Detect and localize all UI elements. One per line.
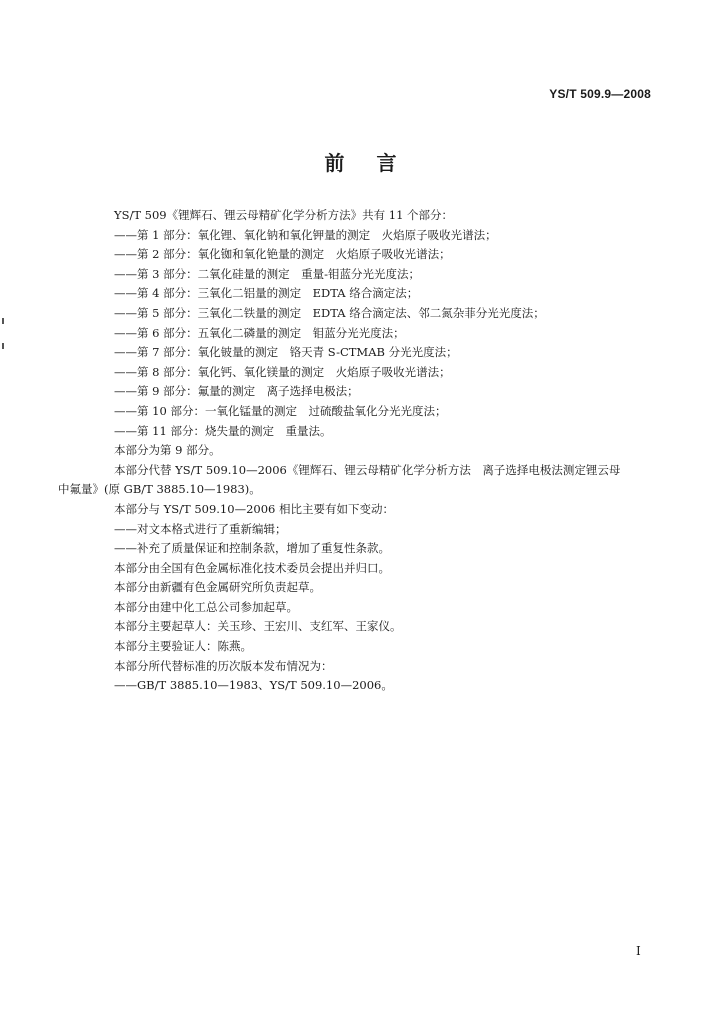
paragraph: 本部分主要起草人：关玉珍、王宏川、支红军、王家仪。 [114, 619, 402, 634]
paragraph: YS/T 509《锂辉石、锂云母精矿化学分析方法》共有 11 个部分： [114, 208, 454, 222]
paragraph: ——第 2 部分：氧化铷和氧化铯量的测定 火焰原子吸收光谱法； [114, 247, 451, 262]
paragraph: 本部分所代替标准的历次版本发布情况为： [114, 658, 333, 673]
paragraph: ——GB/T 3885.10—1983、YS/T 509.10—2006。 [114, 678, 393, 693]
margin-mark [2, 318, 4, 324]
paragraph: ——第 3 部分：二氧化硅量的测定 重量-钼蓝分光光度法； [114, 266, 421, 281]
paragraph: 本部分与 YS/T 509.10—2006 相比主要有如下变动： [114, 501, 394, 516]
paragraph: ——补充了质量保证和控制条款，增加了重复性条款。 [114, 541, 390, 556]
paragraph: 本部分由全国有色金属标准化技术委员会提出并归口。 [114, 560, 390, 575]
paragraph: 本部分为第 9 部分。 [114, 443, 221, 458]
replace-statement-line-2: 中氟量》(原 GB/T 3885.10—1983)。 [58, 482, 261, 497]
page-title [0, 147, 721, 176]
paragraph: 本部分由建中化工总公司参加起草。 [114, 599, 298, 614]
paragraph: ——第 8 部分：氧化钙、氧化镁量的测定 火焰原子吸收光谱法； [114, 364, 451, 379]
paragraph: ——第 1 部分：氧化锂、氧化钠和氧化钾量的测定 火焰原子吸收光谱法； [114, 227, 497, 242]
paragraph: ——第 9 部分：氟量的测定 离子选择电极法； [114, 384, 359, 399]
paragraph: ——第 5 部分：三氧化二铁量的测定 EDTA 络合滴定法、邻二氮杂菲分光光度法； [114, 305, 545, 320]
replace-statement-line-1: 本部分代替 YS/T 509.10—2006《锂辉石、锂云母精矿化学分析方法 离子选择电极法测定锂云母 [114, 462, 621, 477]
foreword-body [58, 206, 656, 696]
paragraph: ——第 7 部分：氧化铍量的测定 铬天青 S-CTMAB 分光光度法； [114, 345, 458, 360]
page-number: I [636, 944, 641, 958]
paragraph: ——第 11 部分：烧失量的测定 重量法。 [114, 423, 332, 438]
paragraph: ——第 10 部分：一氧化锰量的测定 过硫酸盐氧化分光光度法； [114, 403, 447, 418]
paragraph: ——第 4 部分：三氧化二铝量的测定 EDTA 络合滴定法； [114, 286, 419, 301]
margin-mark [2, 343, 4, 349]
title-char-2: 言 [376, 151, 397, 175]
document-id: YS/T 509.9—2008 [549, 87, 651, 101]
paragraph: 本部分主要验证人：陈燕。 [114, 639, 252, 654]
title-char-1: 前 [324, 151, 345, 175]
paragraph: 本部分由新疆有色金属研究所负责起草。 [114, 580, 321, 595]
paragraph: ——第 6 部分：五氧化二磷量的测定 钼蓝分光光度法； [114, 325, 405, 340]
paragraph: ——对文本格式进行了重新编辑； [114, 521, 287, 536]
